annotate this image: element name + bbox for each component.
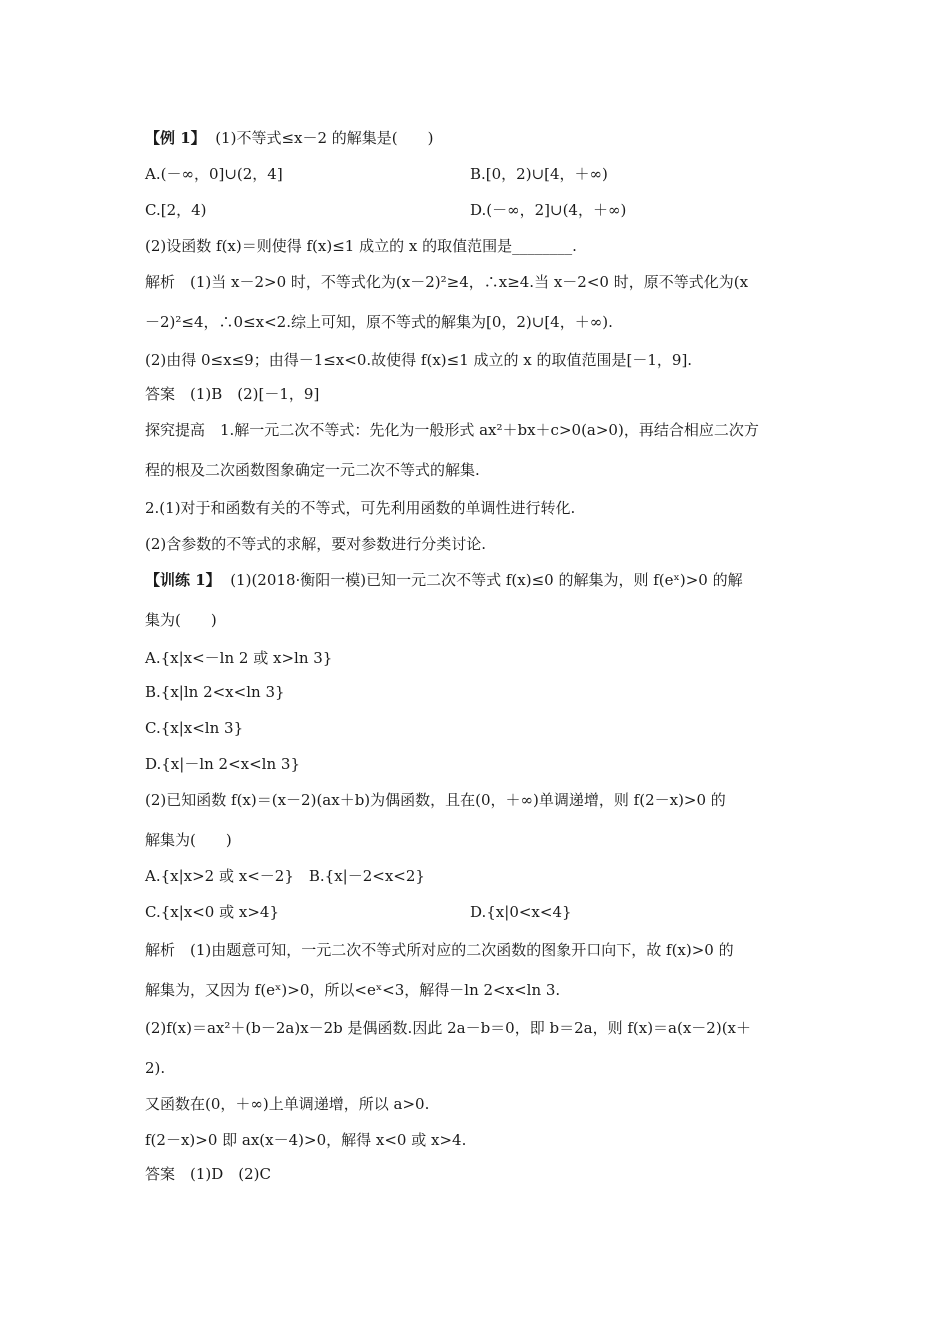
explore-3: (2)含参数的不等式的求解，要对参数进行分类讨论. (145, 535, 487, 553)
training-1-question-2a: (2)已知函数 f(x)＝(x－2)(ax＋b)为偶函数，且在(0，＋∞)单调递增，则 f(2－x)>0 的 (145, 791, 726, 809)
explore-1b: 程的根及二次函数图象确定一元二次不等式的解集. (145, 461, 480, 479)
example-1-option-d: D.(－∞，2]∪(4，＋∞) (470, 201, 627, 219)
example-1-option-c: C.[2，4) (145, 201, 207, 219)
training-1-q2-option-c: C.{x|x<0 或 x>4} (145, 903, 279, 921)
training-1-option-b: B.{x|ln 2<x<ln 3} (145, 683, 285, 701)
example-1-solution-2: (2)由得 0≤x≤9；由得－1≤x<0.故使得 f(x)≤1 成立的 x 的取值范围是[－1，9]. (145, 351, 693, 369)
training-1-option-c: C.{x|x<ln 3} (145, 719, 244, 737)
training-1-solution-1b: 解集为，又因为 f(eˣ)>0，所以<eˣ<3，解得－ln 2<x<ln 3. (145, 981, 561, 999)
training-1-question-b: 集为( ) (145, 611, 217, 629)
example-1-solution-1b: －2)²≤4，∴0≤x<2.综上可知，原不等式的解集为[0，2)∪[4，＋∞). (145, 313, 613, 331)
example-1-option-a: A.(－∞，0]∪(2，4] (145, 165, 283, 183)
training-1-answer: 答案 (1)D (2)C (145, 1165, 271, 1183)
training-1-header: 【训练 1】 (145, 571, 221, 589)
example-1-answer: 答案 (1)B (2)[－1，9] (145, 385, 320, 403)
example-1-option-b: B.[0，2)∪[4，＋∞) (470, 165, 608, 183)
training-1-question-text: (1)(2018·衡阳一模)已知一元二次不等式 f(x)≤0 的解集为，则 f(eˣ)>0 的解 (220, 571, 743, 589)
training-1-option-a: A.{x|x<－ln 2 或 x>ln 3} (145, 649, 333, 667)
training-1-q2-option-d: D.{x|0<x<4} (470, 903, 572, 921)
example-1-question-text: (1)不等式≤x－2 的解集是( ) (205, 129, 434, 147)
training-1-solution-2a: (2)f(x)＝ax²＋(b－2a)x－2b 是偶函数.因此 2a－b＝0，即 b＝2a，则 f(x)＝a(x－2)(x＋ (145, 1019, 752, 1037)
training-1-solution-1a: 解析 (1)由题意可知，一元二次不等式所对应的二次函数的图象开口向下，故 f(x)>0 的 (145, 941, 734, 959)
example-1-question (145, 128, 434, 148)
training-1-solution-2b: 2). (145, 1059, 166, 1077)
example-1-solution-1a: 解析 (1)当 x－2>0 时，不等式化为(x－2)²≥4，∴x≥4.当 x－2<0 时，原不等式化为(x (145, 273, 749, 291)
training-1-q2-options-ab: A.{x|x>2 或 x<－2} B.{x|－2<x<2} (145, 867, 425, 885)
training-1-question-2b: 解集为( ) (145, 831, 232, 849)
explore-2: 2.(1)对于和函数有关的不等式，可先利用函数的单调性进行转化. (145, 499, 576, 517)
training-1-question (145, 570, 743, 590)
example-1-header: 【例 1】 (145, 129, 206, 147)
training-1-option-d: D.{x|－ln 2<x<ln 3} (145, 755, 300, 773)
training-1-solution-4: f(2－x)>0 即 ax(x－4)>0，解得 x<0 或 x>4. (145, 1131, 467, 1149)
explore-1a: 探究提高 1.解一元二次不等式：先化为一般形式 ax²＋bx＋c>0(a>0)，再结合相应二次方 (145, 421, 759, 439)
example-1-question-2: (2)设函数 f(x)＝则使得 f(x)≤1 成立的 x 的取值范围是________. (145, 237, 577, 255)
training-1-solution-3: 又函数在(0，＋∞)上单调递增，所以 a>0. (145, 1095, 430, 1113)
